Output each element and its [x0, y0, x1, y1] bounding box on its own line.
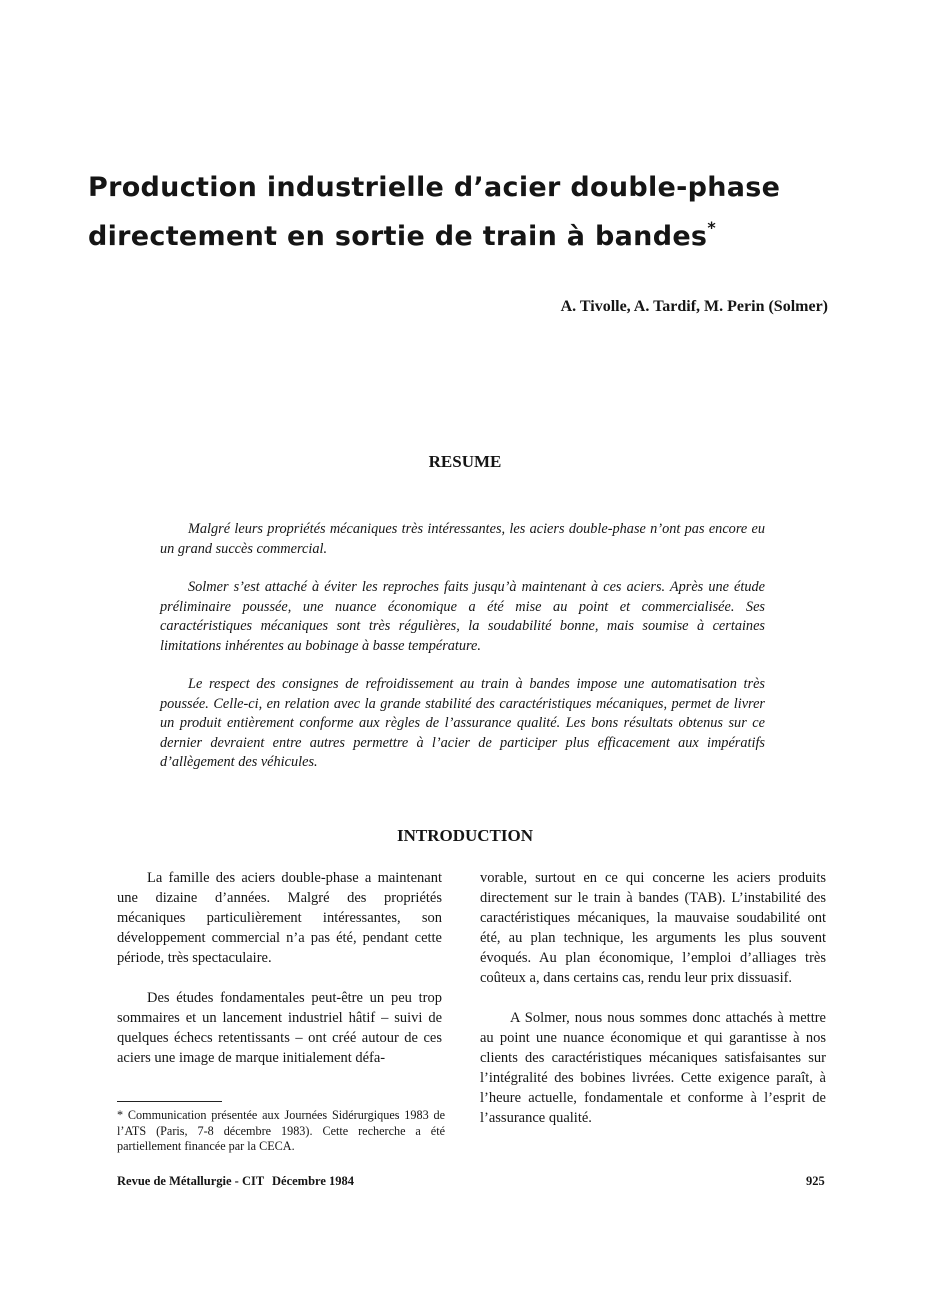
article-title: [88, 168, 848, 257]
title-line-1: Production industrielle d’acier double-phase: [88, 172, 781, 203]
title-line-2: [88, 208, 848, 257]
body-paragraph: La famille des aciers double-phase a maintenant une dizaine d’années. Malgré des propriétés mécaniques particulièrement intéressantes, son développement commercial n’a pas été, pendant cette période, très spectaculaire.: [117, 870, 442, 966]
resume-paragraph: Solmer s’est attaché à éviter les reproches faits jusqu’à maintenant à ces aciers. Après une étude préliminaire poussée, une nuance économique a été mise au point et commercialisée. Ses caractéristiques mécaniques sont très régulières, la soudabilité bonne, mais soumise à certaines limitations inhérentes au bobinage à basse température.: [160, 579, 765, 654]
footnote: * Communication présentée aux Journées Sidérurgiques 1983 de l’ATS (Paris, 7-8 décembre 1983). Cette recherche a été partiellement financée par la CECA.: [117, 1108, 445, 1153]
body-paragraph: vorable, surtout en ce qui concerne les aciers produits directement sur le train à bandes (TAB). L’instabilité des caractéristiques mécaniques, la mauvaise soudabilité ont été, au plan technique, les arguments les plus souvent évoqués. Au plan économique, l’emploi d’alliages très coûteux a, dans certains cas, rendu leur prix dissuasif.: [480, 870, 826, 986]
footnote-rule: [117, 1101, 222, 1102]
footer-journal: Revue de Métallurgie - CIT: [117, 1174, 265, 1188]
authors: A. Tivolle, A. Tardif, M. Perin (Solmer): [560, 298, 828, 315]
introduction-heading: INTRODUCTION: [396, 826, 534, 845]
body-column-right: [480, 868, 826, 1148]
body-paragraph: A Solmer, nous nous sommes donc attachés à mettre au point une nuance économique et qui garantisse à nos clients des caractéristiques mécaniques satisfaisantes sur l’intégralité des bobines livrées. Cette exigence paraît, à l’heure actuelle, fondamentale et conforme à l’esprit de l’assurance qualité.: [480, 1010, 826, 1126]
resume-abstract: [160, 520, 765, 792]
title-footnote-marker: *: [707, 218, 716, 237]
resume-paragraph: Le respect des consignes de refroidissement au train à bandes impose une automatisation très poussée. Celle-ci, en relation avec la grande stabilité des caractéristiques mécaniques, permet de livrer un produit entièrement conforme aux règles de l’assurance qualité. Les bons résultats obtenus sur ce dernier devraient entre autres permettre à l’acier de participer plus efficacement aux impératifs d’allègement des véhicules.: [160, 676, 765, 770]
title-line-2-text: directement en sortie de train à bandes: [88, 221, 708, 252]
page-number: 925: [806, 1174, 825, 1188]
footer-date: Décembre 1984: [272, 1174, 355, 1188]
body-column-left: [117, 868, 442, 1088]
resume-heading: RESUME: [428, 452, 502, 471]
resume-paragraph: Malgré leurs propriétés mécaniques très intéressantes, les aciers double-phase n’ont pas encore eu un grand succès commercial.: [160, 521, 765, 557]
body-paragraph: Des études fondamentales peut-être un peu trop sommaires et un lancement industriel hâtif – suivi de quelques échecs retentissants – ont créé autour de ces aciers une image de marque initialement défa-: [117, 990, 442, 1066]
